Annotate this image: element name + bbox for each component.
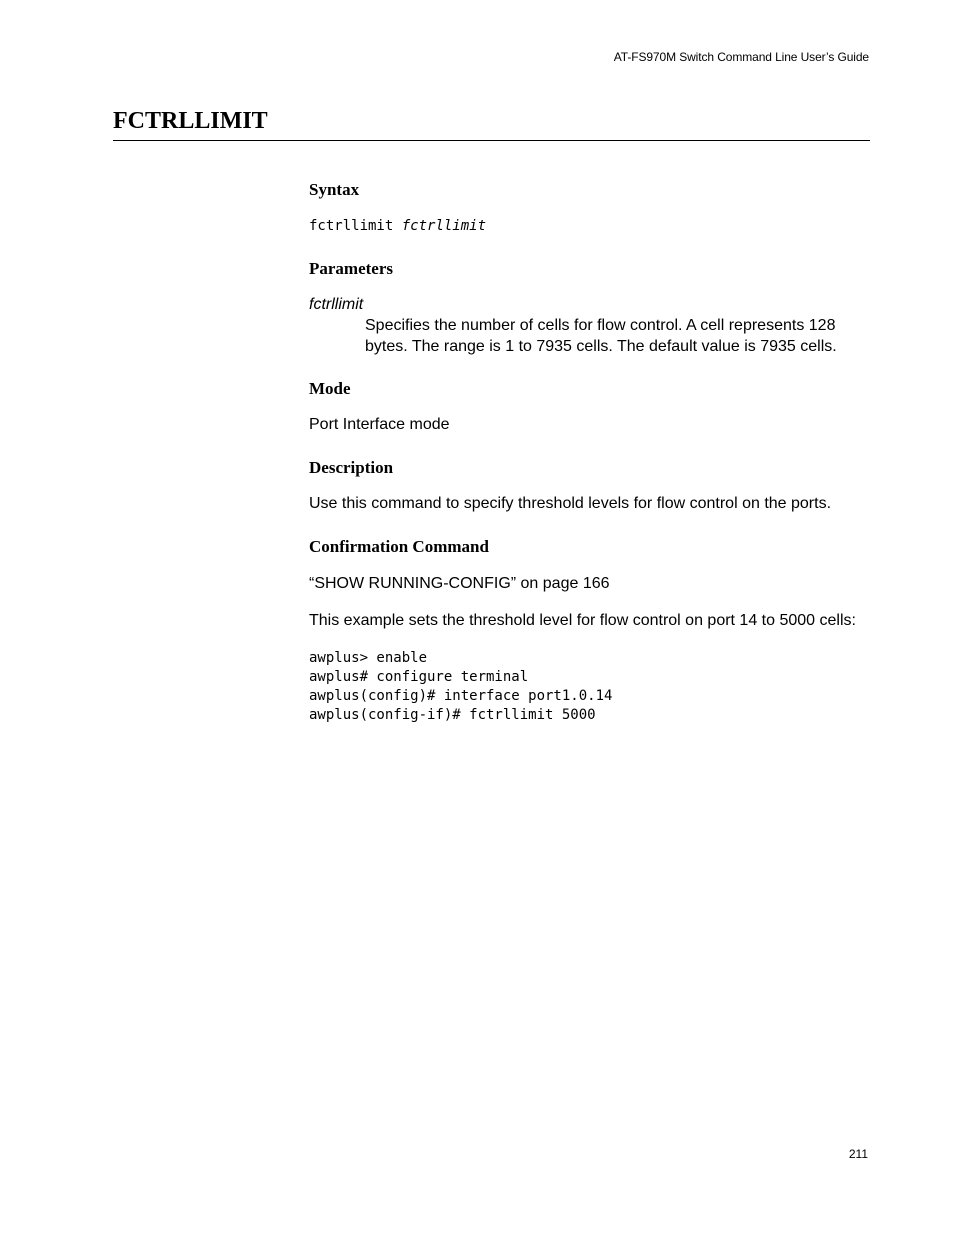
parameter-description: Specifies the number of cells for flow control. A cell represents 128 bytes. The range is 1 to 7935 cells. The default value is 7935 cells. [365,317,837,355]
main-content [309,176,870,725]
code-line: awplus(config-if)# fctrllimit 5000 [309,707,596,723]
mode-text: Port Interface mode [309,416,450,433]
title-divider [113,140,870,141]
page-number: 211 [848,1147,868,1161]
syntax-heading: Syntax [309,180,360,199]
code-line: awplus> enable [309,650,428,666]
running-header: AT-FS970M Switch Command Line User’s Guide [613,50,869,64]
confirmation-reference: “SHOW RUNNING-CONFIG” on page 166 [309,575,610,592]
code-line: awplus# configure terminal [309,669,529,685]
description-heading: Description [309,458,394,477]
syntax-argument: fctrllimit [401,218,487,234]
parameter-name: fctrllimit [309,296,364,313]
parameters-heading: Parameters [309,259,394,278]
syntax-line [309,217,870,236]
mode-heading: Mode [309,379,351,398]
syntax-command: fctrllimit [309,218,394,234]
description-text: Use this command to specify threshold levels for flow control on the ports. [309,495,832,512]
example-code-block [309,649,870,725]
confirmation-heading: Confirmation Command [309,537,489,556]
page-title: FCTRLLIMIT [113,108,268,134]
code-line: awplus(config)# interface port1.0.14 [309,688,613,704]
example-intro: This example sets the threshold level for flow control on port 14 to 5000 cells: [309,612,856,629]
